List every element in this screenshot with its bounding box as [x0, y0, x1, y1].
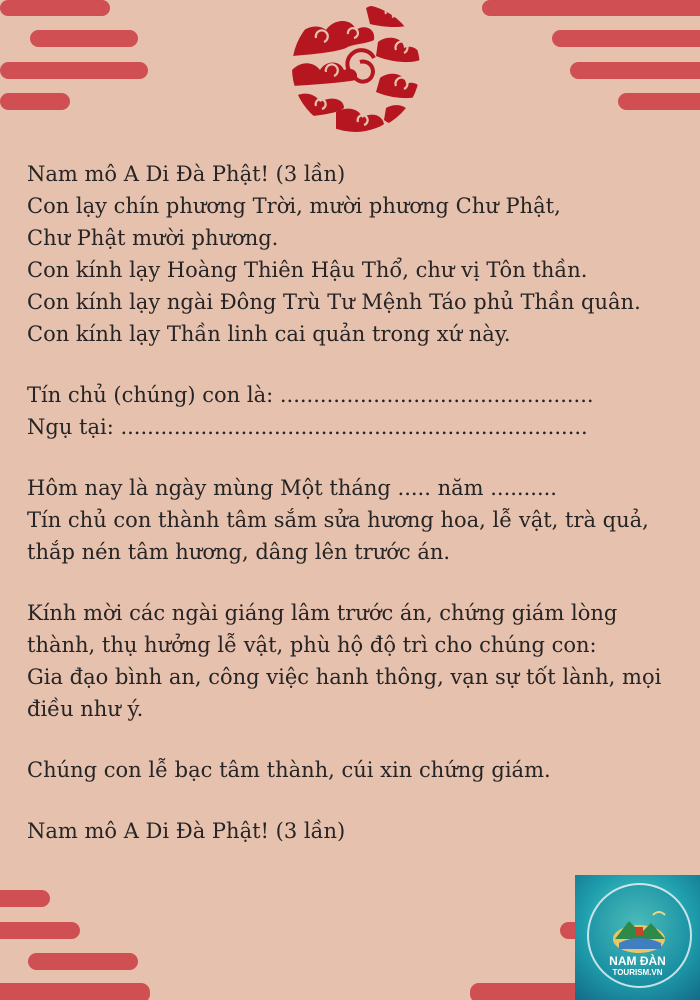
prayer-line: Con kính lạy Hoàng Thiên Hậu Thổ, chư vị Tôn thần. — [27, 258, 588, 282]
prayer-line: Chư Phật mười phương. — [27, 226, 279, 250]
prayer-text — [27, 158, 687, 847]
prayer-line: thắp nén tâm hương, dâng lên trước án. — [27, 540, 451, 564]
prayer-line: Con kính lạy Thần linh cai quản trong xứ này. — [27, 322, 511, 346]
logo-domain-text: TOURISM.VN — [612, 968, 663, 977]
paragraph-gap — [27, 568, 687, 597]
paragraph-gap — [27, 725, 687, 754]
prayer-line: Nam mô A Di Đà Phật! (3 lần) — [27, 819, 346, 843]
prayer-line: Tín chủ con thành tâm sắm sửa hương hoa, lễ vật, trà quả, — [27, 508, 649, 532]
prayer-line: Kính mời các ngài giáng lâm trước án, chứng giám lòng — [27, 601, 618, 625]
logo-brand-text: NAM ĐÀN — [609, 954, 666, 968]
paragraph-gap — [27, 786, 687, 815]
paragraph-gap — [27, 443, 687, 472]
cloud-bottom-left — [0, 890, 150, 1000]
prayer-line: thành, thụ hưởng lễ vật, phù hộ độ trì cho chúng con: — [27, 633, 597, 657]
paragraph-gap — [27, 350, 687, 379]
prayer-line: Hôm nay là ngày mùng Một tháng ..... năm .......... — [27, 476, 557, 500]
cloud-top-right — [482, 0, 700, 110]
prayer-line: Ngụ tại: ...................................................................... — [27, 415, 588, 439]
prayer-line: Con lạy chín phương Trời, mười phương Chư Phật, — [27, 194, 561, 218]
prayer-line: Chúng con lễ bạc tâm thành, cúi xin chứng giám. — [27, 758, 551, 782]
prayer-line: Tín chủ (chúng) con là: ............................................... — [27, 383, 594, 407]
namdan-tourism-logo — [575, 875, 700, 1000]
prayer-line: Gia đạo bình an, công việc hanh thông, vạn sự tốt lành, mọi — [27, 665, 662, 689]
cloud-emblem-icon — [292, 4, 421, 134]
prayer-line: Con kính lạy ngài Đông Trù Tư Mệnh Táo phủ Thần quân. — [27, 290, 641, 314]
prayer-line: Nam mô A Di Đà Phật! (3 lần) — [27, 162, 346, 186]
prayer-line: điều như ý. — [27, 697, 144, 721]
mountain-landscape-icon — [589, 893, 690, 963]
cloud-top-left — [0, 0, 148, 110]
